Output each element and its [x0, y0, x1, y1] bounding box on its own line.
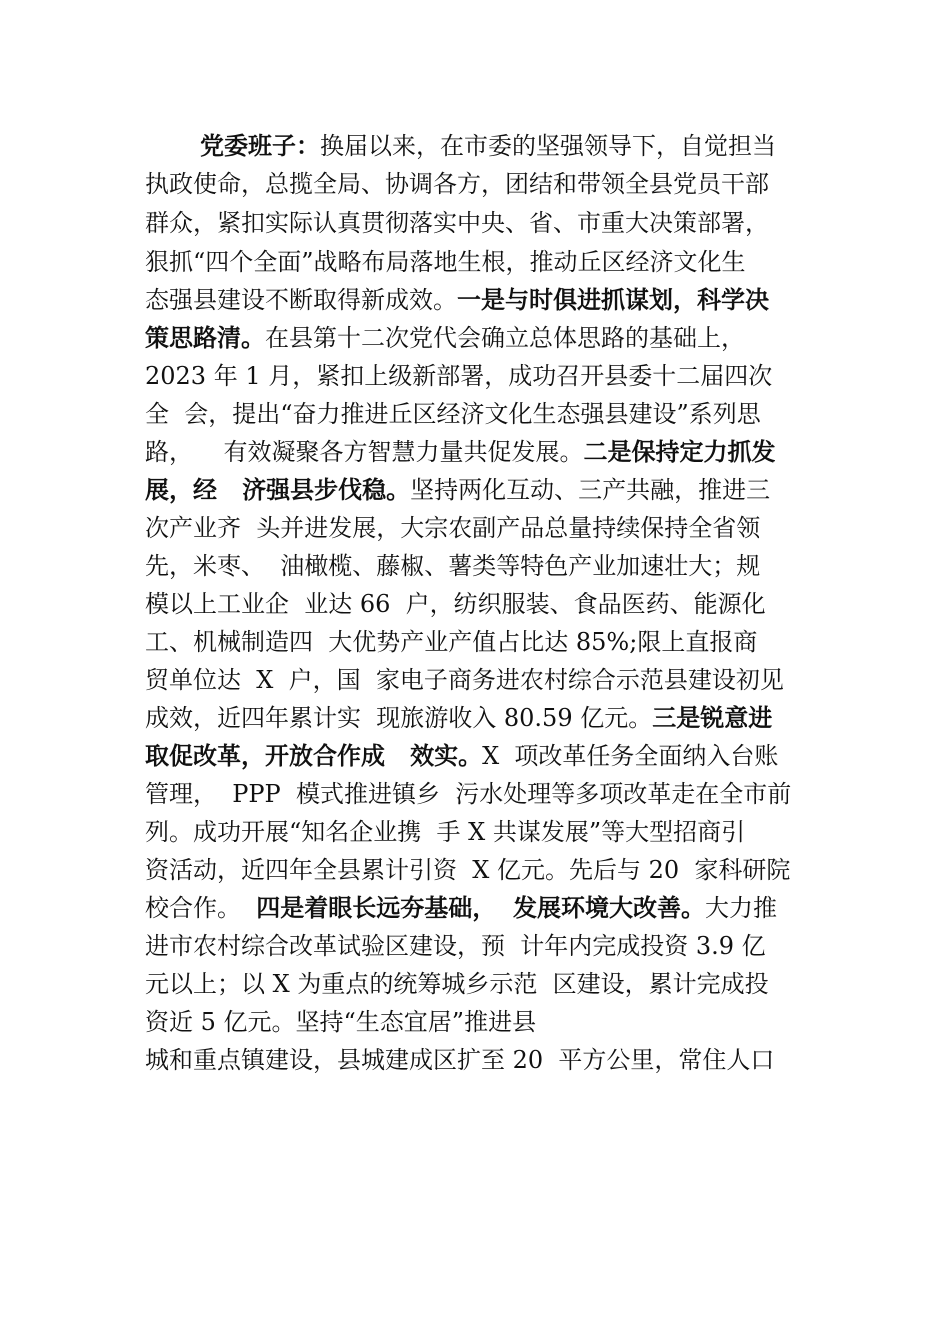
- document-line: [145, 472, 770, 508]
- text-segment: 贸单位达 X 户，国 家电子商务进农村综合示范县建设初见: [145, 666, 784, 694]
- document-line: [145, 244, 746, 280]
- text-segment: 资近 5 亿元。坚持“生态宜居”推进县: [145, 1008, 537, 1036]
- bold-text-segment: 三是锐意进: [652, 703, 773, 732]
- document-line: [145, 586, 766, 622]
- text-segment: 进市农村综合改革试验区建设，预 计年内完成投资 3.9 亿: [145, 932, 766, 960]
- bold-text-segment: 二是保持定力抓发: [583, 437, 776, 466]
- text-segment: X 项改革任务全面纳入台账: [482, 742, 779, 770]
- document-line: [145, 396, 761, 432]
- bold-text-segment: 党委班子：: [200, 131, 320, 160]
- text-segment: 2023 年 1 月，紧扣上级新部署，成功召开县委十二届四次: [145, 362, 773, 390]
- document-line: [200, 128, 776, 164]
- document-line: [145, 510, 760, 546]
- text-segment: 执政使命，总揽全局、协调各方，团结和带领全县党员干部: [145, 170, 769, 198]
- text-segment: 模以上工业企 业达 66 户，纺织服装、食品医药、能源化: [145, 590, 766, 618]
- document-line: [145, 966, 769, 1002]
- document-line: [145, 1004, 536, 1040]
- text-segment: 成效，近四年累计实 现旅游收入 80.59 亿元。: [145, 704, 653, 732]
- bold-text-segment: 一是与时俱进抓谋划，科学决: [457, 285, 769, 314]
- bold-text-segment: 四是着眼长远夯基础， 发展环境大改善。: [256, 893, 705, 922]
- text-segment: 狠抓“四个全面”战略布局落地生根，推动丘区经济文化生: [145, 248, 746, 276]
- document-line: [145, 282, 769, 318]
- bold-text-segment: 取促改革，开放合作成 效实。: [145, 741, 483, 770]
- text-segment: 群众，紧扣实际认真贯彻落实中央、省、市重大决策部署，: [145, 209, 769, 237]
- text-segment: 换届以来，在市委的坚强领导下，自觉担当: [320, 132, 776, 160]
- text-segment: 工、机械制造四 大优势产业产值占比达 85%;限上直报商: [145, 628, 758, 656]
- text-segment: 态强县建设不断取得新成效。: [145, 286, 457, 314]
- document-line: [145, 205, 769, 241]
- document-line: [145, 662, 784, 698]
- document-line: [145, 624, 757, 660]
- text-segment: 次产业齐 头并进发展，大宗农副产品总量持续保持全省领: [145, 514, 761, 542]
- document-line: [145, 928, 766, 964]
- text-segment: 先，米枣、 油橄榄、藤椒、薯类等特色产业加速壮大；规: [145, 552, 761, 580]
- document-line: [145, 852, 790, 888]
- document-line: [145, 1042, 774, 1078]
- text-segment: 元以上；以 X 为重点的统筹城乡示范 区建设，累计完成投: [145, 970, 769, 998]
- document-line: [145, 434, 776, 470]
- bold-text-segment: 展，经 济强县步伐稳。: [145, 475, 411, 504]
- text-segment: 列。成功开展“知名企业携 手 X 共谋发展”等大型招商引: [145, 818, 746, 846]
- document-line: [145, 700, 772, 736]
- document-line: [145, 814, 745, 850]
- text-segment: 在县第十二次党代会确立总体思路的基础上，: [265, 324, 745, 352]
- document-line: [145, 358, 772, 394]
- document-line: [145, 320, 745, 356]
- bold-text-segment: 策思路清。: [145, 323, 265, 352]
- text-segment: 城和重点镇建设，县城建成区扩至 20 平方公里，常住人口: [145, 1046, 775, 1074]
- text-segment: 大力推: [704, 894, 777, 922]
- document-line: [145, 890, 777, 926]
- text-segment: 全 会，提出“奋力推进丘区经济文化生态强县建设”系列思: [145, 400, 761, 428]
- text-segment: 校合作。: [145, 894, 257, 922]
- document-line: [145, 738, 778, 774]
- text-segment: 路， 有效凝聚各方智慧力量共促发展。: [145, 438, 584, 466]
- text-segment: 坚持两化互动、三产共融，推进三: [410, 476, 771, 504]
- text-segment: 管理， PPP 模式推进镇乡 污水处理等多项改革走在全市前: [145, 780, 792, 808]
- document-line: [145, 166, 769, 202]
- document-line: [145, 776, 791, 812]
- text-segment: 资活动，近四年全县累计引资 X 亿元。先后与 20 家科研院: [145, 856, 791, 884]
- document-line: [145, 548, 760, 584]
